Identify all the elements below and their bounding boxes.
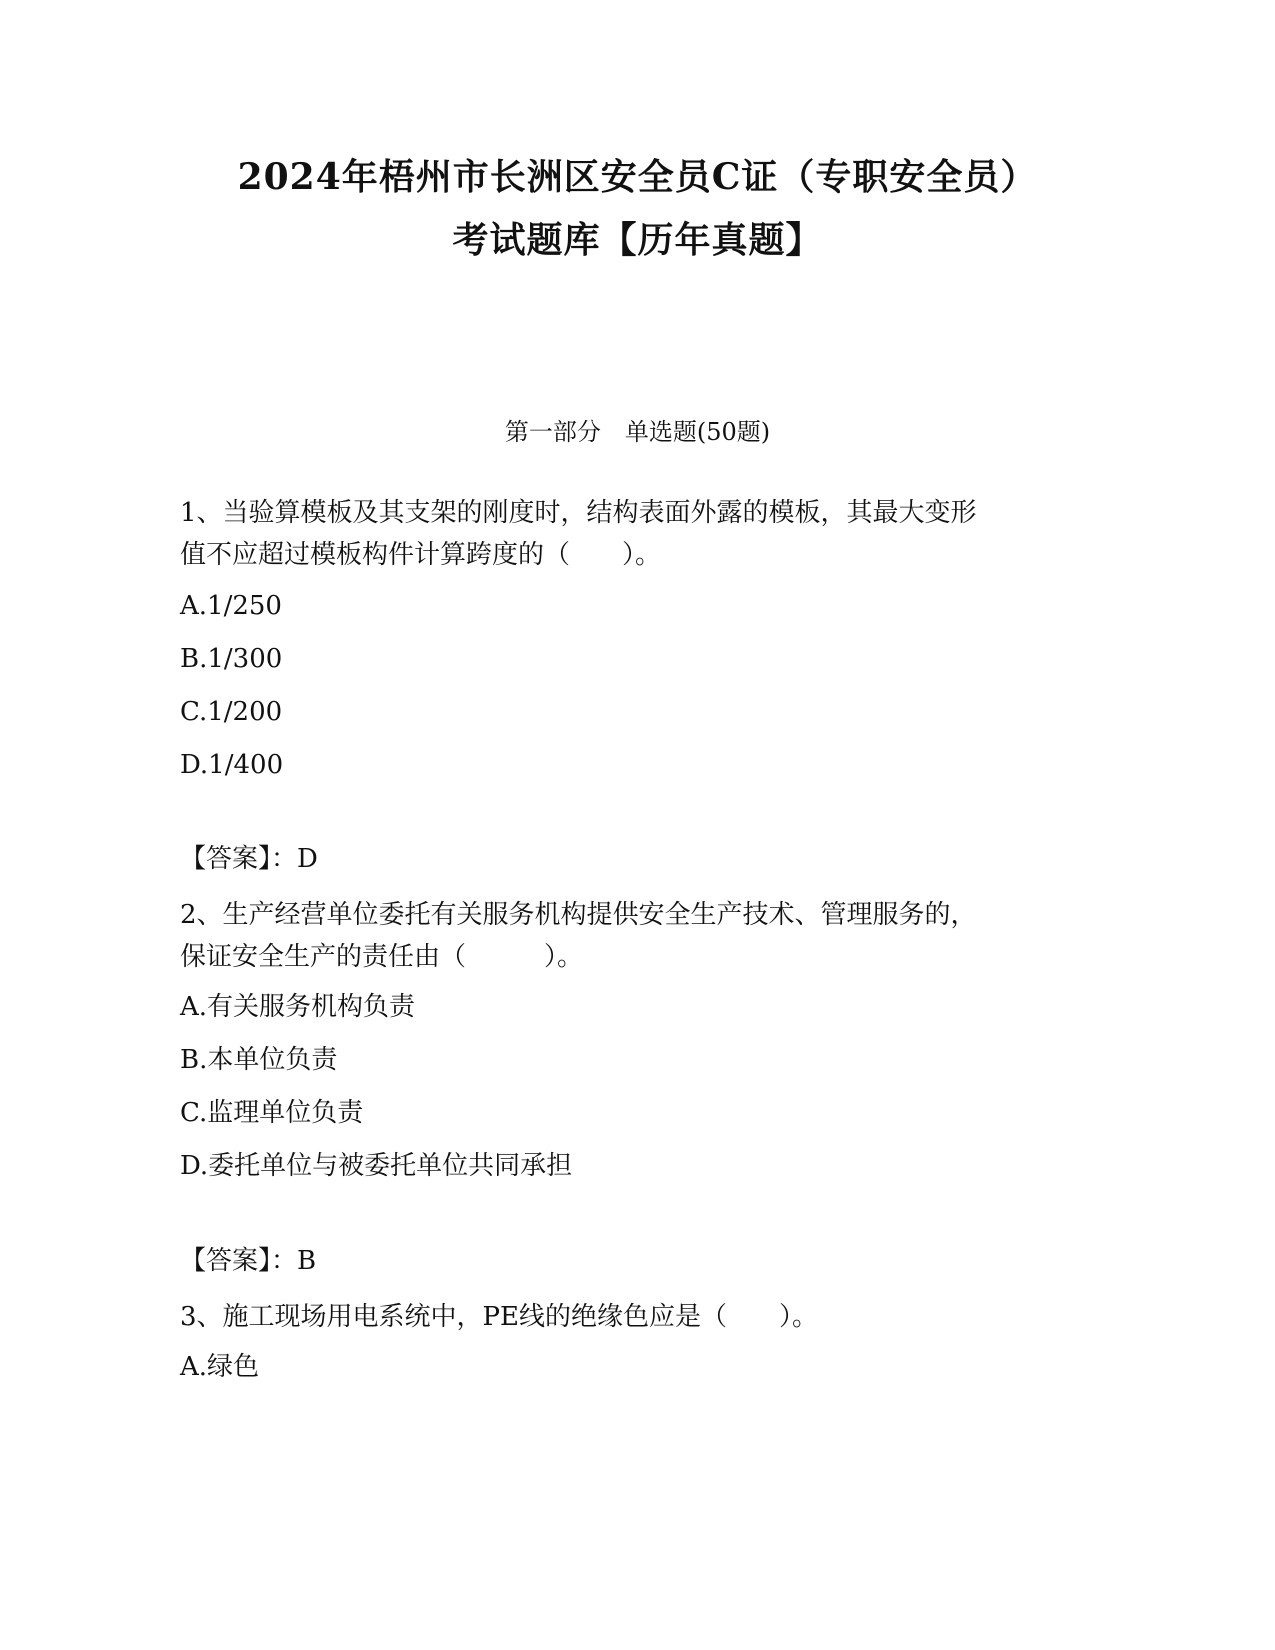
question-2-stem-line-1: 2、生产经营单位委托有关服务机构提供安全生产技术、管理服务的， (180, 900, 977, 930)
question-1-option-a: A.1/250 (180, 591, 282, 621)
question-1-answer: 【答案】：D (180, 844, 318, 874)
question-1-option-c: C.1/200 (180, 697, 283, 727)
question-2-stem-line-2: 保证安全生产的责任由（ ）。 (180, 942, 584, 972)
question-1-option-d: D.1/400 (180, 750, 284, 780)
section-heading: 第一部分 单选题(50题) (504, 418, 771, 446)
question-3-option-a: A.绿色 (180, 1352, 260, 1382)
question-1-option-b: B.1/300 (180, 644, 283, 674)
question-2-option-c: C.监理单位负责 (180, 1098, 364, 1128)
question-2-option-b: B.本单位负责 (180, 1045, 338, 1075)
question-2-option-d: D.委托单位与被委托单位共同承担 (180, 1151, 573, 1181)
document-title-line-2: 考试题库【历年真题】 (452, 219, 823, 261)
question-3-stem-line-1: 3、施工现场用电系统中，PE线的绝缘色应是（ ）。 (180, 1302, 819, 1332)
question-1-stem-line-1: 1、当验算模板及其支架的刚度时，结构表面外露的模板，其最大变形 (180, 498, 977, 528)
document-title-line-1: 2024年梧州市长洲区安全员C证（专职安全员） (237, 156, 1038, 198)
question-2-option-a: A.有关服务机构负责 (180, 992, 416, 1022)
question-1-stem-line-2: 值不应超过模板构件计算跨度的（ ）。 (180, 540, 662, 570)
question-2-answer: 【答案】：B (180, 1246, 317, 1276)
